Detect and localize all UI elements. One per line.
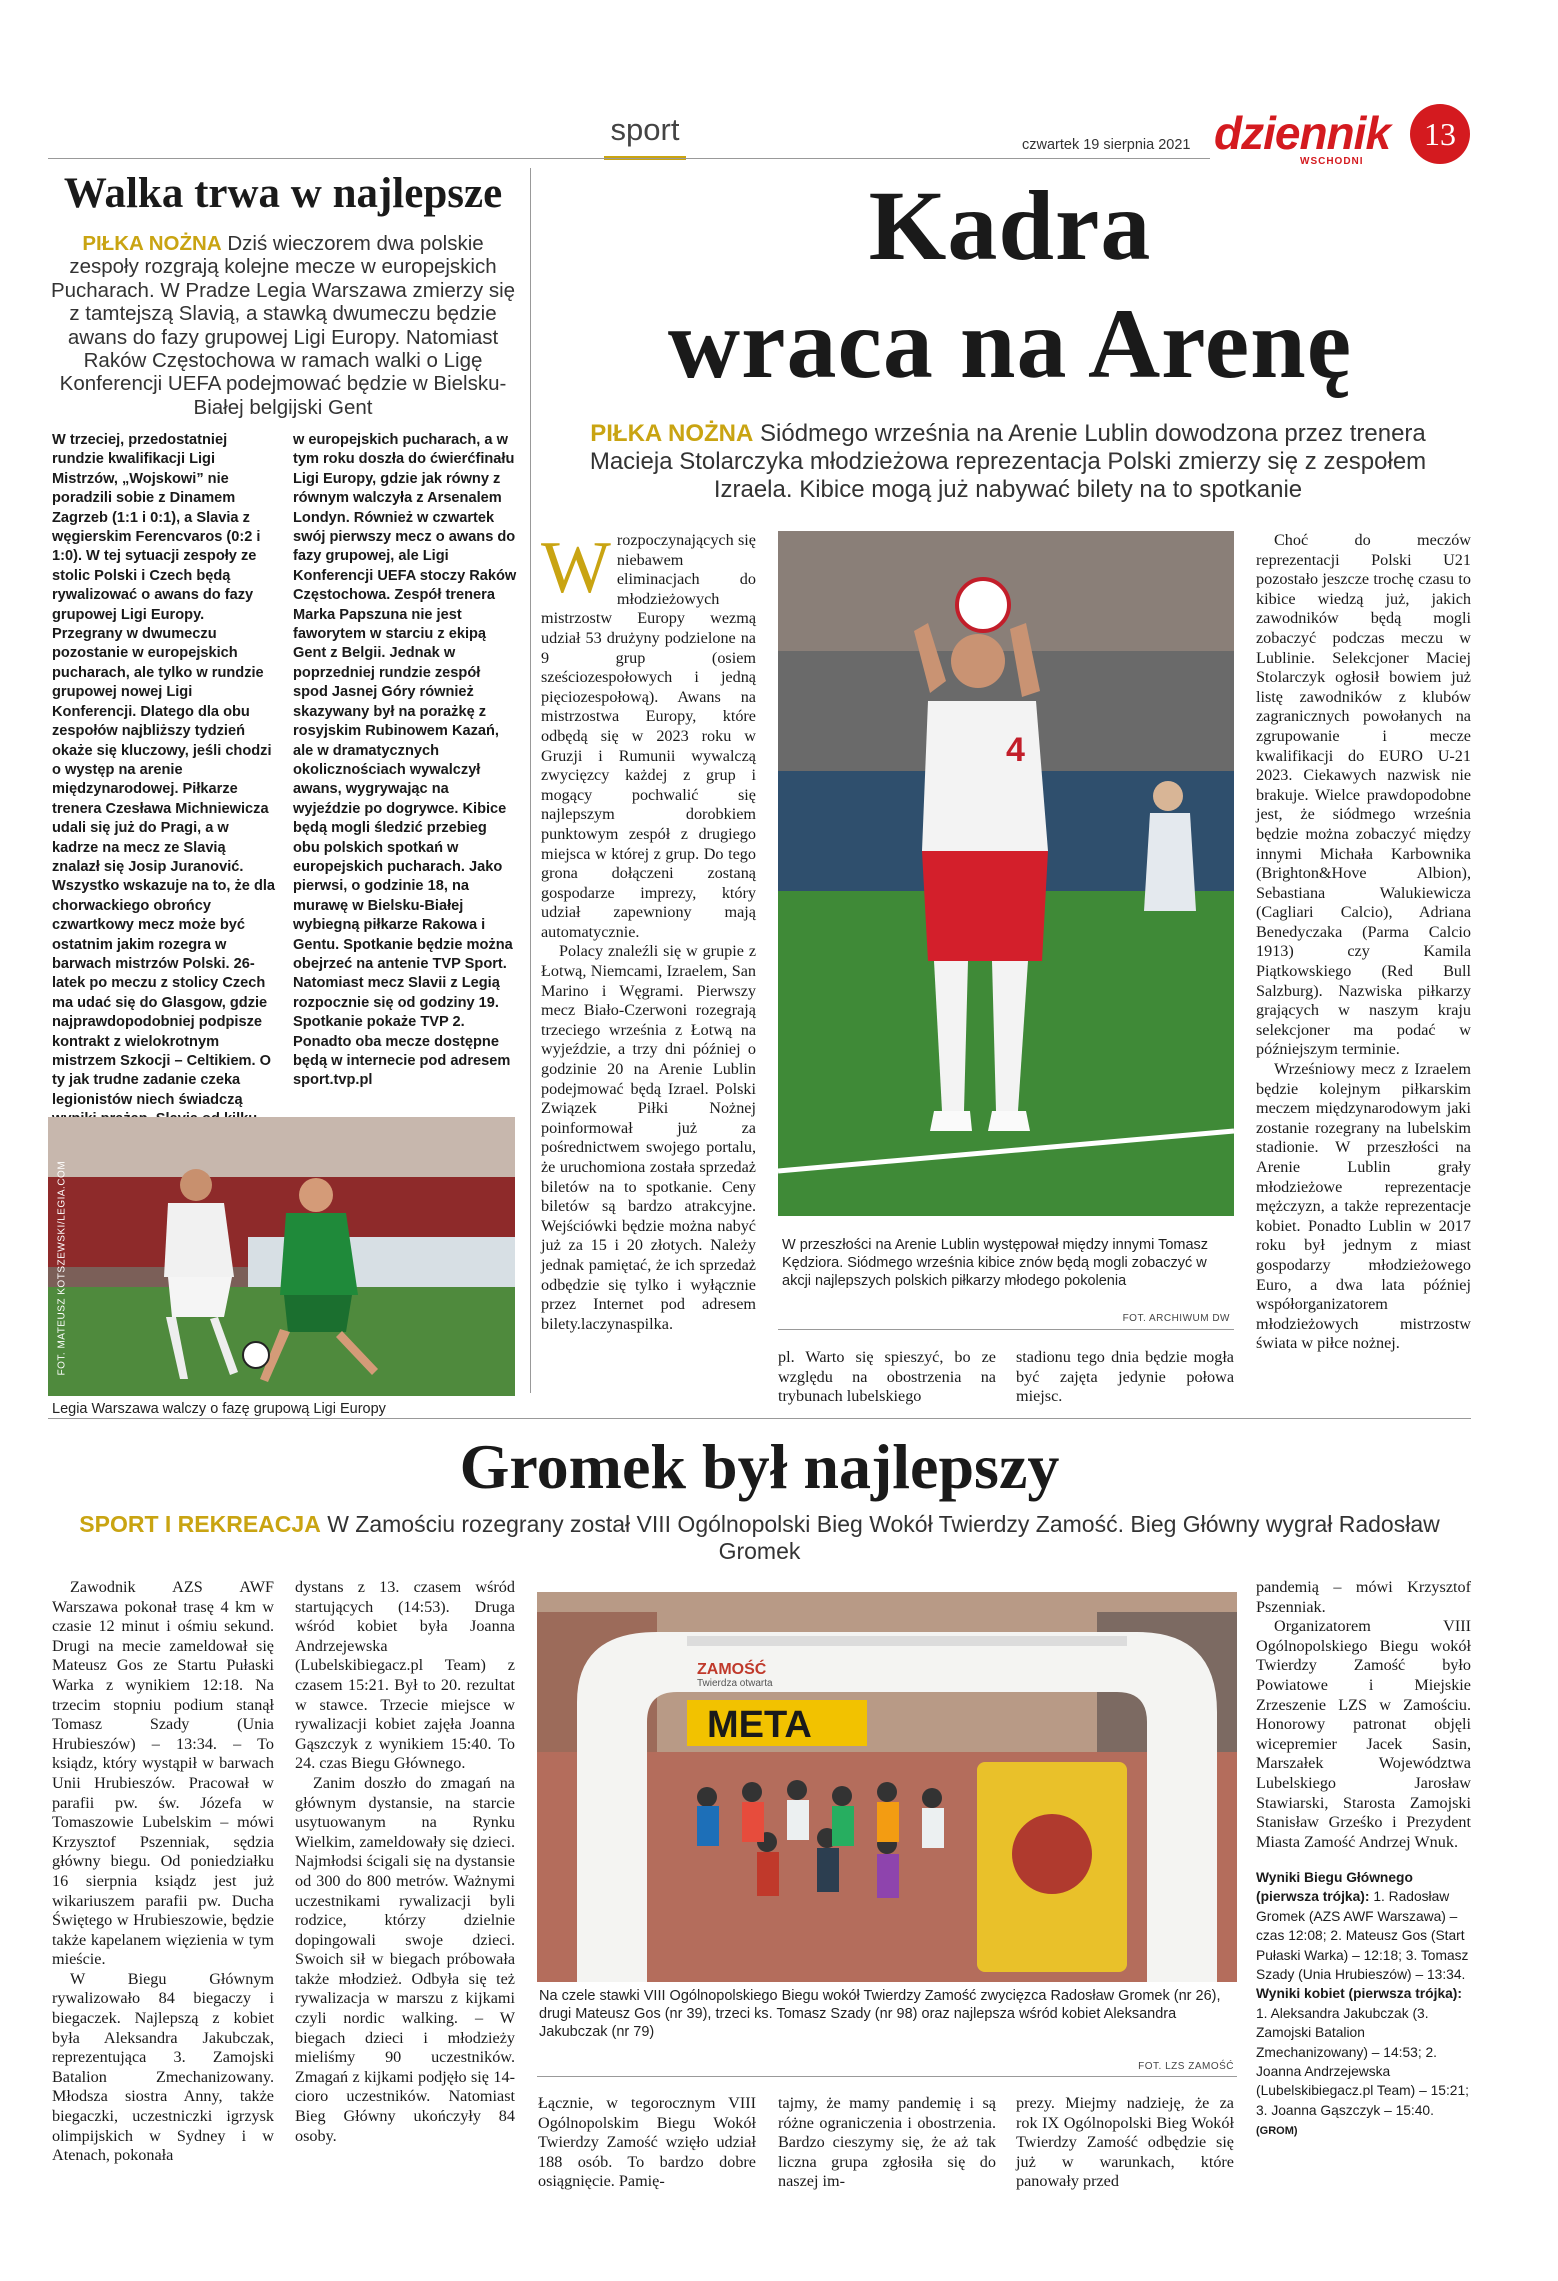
bottom-article-col1 <box>52 1578 274 2218</box>
page-number: 13 <box>1424 116 1456 152</box>
newspaper-logo <box>1214 108 1396 172</box>
run-arch-sign2: Twierdza otwarta <box>697 1678 773 1689</box>
results-body-women: 1. Aleksandra Jakubczak (3. Zamojski Batalion Zmechanizowany) – 14:53; 2. Joanna Andrzejewska (Lubelskibiegacz.pl Team) – 15:21; 3. Joanna Gąszczyk – 15:40. <box>1256 2005 1469 2118</box>
side-article-col1 <box>52 431 276 1111</box>
masthead-rule <box>48 158 1210 159</box>
bottom-article-col2 <box>295 1578 515 2218</box>
main-article-col1 <box>541 527 756 1411</box>
side-article-vertical-rule <box>530 168 531 1393</box>
legia-match-photo <box>48 1117 515 1396</box>
run-arch-sign1: ZAMOŚĆ <box>697 1661 767 1678</box>
logo-subtext: WSCHODNI <box>1300 156 1364 167</box>
main-article-col3-text: Choć do meczów reprezentacji Polski U21 pozostało jeszcze trochę czasu to kibice wiedzą już, jakich zawodników będą mogli zobaczyć podczas meczu w Lublinie. Selekcjoner Maciej Stolarczyk ogłosił bowiem już listę zawodników z klubów zagranicznych powołanych na zgrupowanie i mecze kwalifikacji do EURO U-21 2023. Ciekawych nazwisk nie brakuje. Wielce prawdopodobne jest, że siódmego września będzie można zobaczyć między innymi Michała Karbownika (Brighton&Hove Albion), Sebastiana Walukiewicza (Cagliari Calcio), Adriana Benedyczaka (Parma Calcio 1913) czy Kamila Piątkowskiego (Red Bull Salzburg). Nazwiska piłkarzy grających w naszym kraju selekcjoner ma podać w późniejszym terminie. <box>1256 531 1471 1059</box>
kedziora-caption-rule <box>778 1329 1234 1330</box>
bottom-article-title: Gromek był najlepszy <box>459 1431 1060 1502</box>
side-article-col2-text: w europejskich pucharach, a w tym roku doszła do ćwierćfinału Ligi Europy, gdzie jak równy z równym walczyła z Arsenalem Londyn. Również w czwartek swój pierwszy mecz o awans do fazy grupowej, ale Ligi Konferencji UEFA stoczy Raków Częstochowa. Zespół trenera Marka Papszuna nie jest faworytem w starciu z ekipą Gent z Belgii. Jednak w poprzedniej rundzie zespół spod Jasnej Góry również skazywany był na porażkę z rosyjskim Rubinowem Kazań, ale w dramatycznych okolicznościach wywalczył awans, wygrywając na wyjeździe po dogrywce. Kibice będą mogli śledzić przebieg obu polskich spotkań w europejskich pucharach. Jako pierwsi, o godzinie 18, na murawę w Bielsku-Białej wybiegną piłkarze Rakowa i Gentu. Spotkanie będzie można obejrzeć na antenie TVP Sport. Natomiast mecz Slavii z Legią rozpocznie się od godziny 19. Spotkanie pokaże TVP 2. Ponadto oba mecze dostępne będą w internecie pod adresem sport.tvp.pl <box>293 432 517 1089</box>
page-number-badge <box>1410 104 1470 164</box>
main-article-title-line1: Kadra <box>868 170 1152 281</box>
main-article-col3b-text: Wrześniowy mecz z Izraelem będzie kolejnym piłkarskim meczem międzynarodowym jaki zostanie rozegrany na lubelskim stadionie. W przeszłości na Arenie Lublin grały młodzieżowe reprezentacje mężczyzn, a także reprezentacje kobiet. Ponadto Lublin w 2017 roku był jednym z miast gospodarzy młodzieżowego Euro, a dwa lata później współorganizatorem młodzieżowych mistrzostw świata w piłce nożnej. <box>1256 1060 1471 1353</box>
side-article-title: Walka trwa w najlepsze <box>63 170 503 217</box>
results-head-main: Wyniki Biegu Głównego (pierwsza trójka): <box>1256 1870 1413 1905</box>
legia-photo-credit: FOT. MATEUSZ KOTSZEWSKI/LEGIA.COM <box>56 1160 68 1376</box>
main-article-kicker: PIŁKA NOŻNA <box>590 420 754 447</box>
bottom-article-col2b-text: Zanim doszło do zmagań na głównym dystansie, na starcie usytuowanym na Rynku Wielkim, zameldowały się dzieci. Najmłodsi ścigali się na dystansie od 300 do 800 metrów. Ważnymi uczestnikami rywalizacji byli rodzice, którzy dzielnie dopingowali swoje dzieci. Swoich sił w biegach próbowała także młodzież. Odbyła się też rywalizacja w marszu z kijkami czyli nordic walking. – W biegach dzieci i młodzieży mieliśmy 90 uczestników. Zmagań z kijkami podjęło się 14-cioro uczestników. Natomiast Bieg Główny ukończyły 84 osoby. <box>295 1773 515 2145</box>
bottom-article-under-b <box>778 2094 996 2192</box>
main-article-col1-text: rozpoczynających się niebawem eliminacjach do młodzieżowych mistrzostw Europy wezmą udział 53 drużyny podzielone na 9 grup (osiem sześciozespołowych i jedną pięciozespołową). Awans na mistrzostwa Europy, które odbędą się w 2023 roku w Gruzji i Rumunii wywalczą zwycięzcy każdej z grup i mogący pochwalić się najlepszym dorobkiem punktowym zespół z drugiego miejsca w której z grup. Do tego grona dołączeni zostaną gospodarze imprezy, który udział zapewniony mają automatycznie. <box>541 531 756 941</box>
bottom-article-col2-text: dystans z 13. czasem wśród startujących (14:53). Druga wśród kobiet była Joanna Andrzejewska (Lubelskibiegacz.pl Team) z czasem 15:21. Był to 20. rezultat w stawce. Trzecie miejsce w rywalizacji kobiet zajęła Joanna Gąszczyk z wynikiem 15:40. To 24. czas Biegu Głównego. <box>295 1578 515 1773</box>
bottom-article-lead-text: W Zamościu rozegrany został VIII Ogólnopolski Bieg Wokół Twierdzy Zamość. Bieg Główny wygrał Radosław Gromek <box>327 1511 1440 1564</box>
bottom-article-kicker: SPORT I REKREACJA <box>79 1511 321 1537</box>
run-caption-rule <box>537 2076 1237 2077</box>
kedziora-shirt-number: 4 <box>1006 731 1025 769</box>
issue-date: czwartek 19 sierpnia 2021 <box>1022 137 1191 153</box>
results-head-women: Wyniki kobiet (pierwsza trójka): <box>1256 1986 1462 2002</box>
legia-photo-art <box>48 1117 515 1396</box>
results-box <box>1256 1868 1471 2142</box>
side-article-col2 <box>293 431 517 1111</box>
main-article-title-line2: wraca na Arenę <box>667 288 1353 399</box>
bottom-article-under-c <box>1016 2094 1234 2192</box>
kedziora-photo-art <box>778 531 1234 1216</box>
main-article-lead <box>548 420 1468 504</box>
side-article-lead <box>48 232 518 419</box>
bottom-article-lead <box>58 1511 1461 1565</box>
main-article-dropcap: W <box>541 527 611 609</box>
results-body-main: 1. Radosław Gromek (AZS AWF Warszawa) – czas 12:08; 2. Mateusz Gos (Start Pułaski Warka) – 12:18; 3. Tomasz Szady (Unia Hrubieszów) – 13:34. <box>1256 1889 1469 1983</box>
bottom-article-under-c-text: prezy. Miejmy nadzieję, że za rok IX Ogólnopolski Bieg Wokół Twierdzy Zamość odbędzie się już w warunkach, które panowały przed <box>1016 2094 1234 2191</box>
results-women <box>1256 1984 1471 2141</box>
bottom-article-under-b-text: tajmy, że mamy pandemię i są różne ograniczenia i obostrzenia. Bardzo cieszymy się, że aż tak liczna grupa zgłosiła się do naszej im- <box>778 2094 996 2191</box>
legia-photo-caption: Legia Warszawa walczy o fazę grupową Ligi Europy <box>52 1401 386 1417</box>
main-article-col1b-text: Polacy znaleźli się w grupie z Łotwą, Niemcami, Izraelem, San Marino i Węgrami. Pierwszy mecz Biało-Czerwoni rozegrają trzeciego września z Łotwą na wyjeździe, a trzy dni później o godzinie 20 na Arenie Lublin podejmować będą Izrael. Polski Związek Piłki Nożnej poinformował już za pośrednictwem swojego portalu, że uruchomiona została sprzedaż biletów na to spotkanie. Ceny biletów są bardzo atrakcyjne. Wejściówki będzie można nabyć już za 15 i 20 złotych. Należy jednak pamiętać, że ich sprzedaż odbędzie się tylko i wyłącznie przez Internet pod adresem bilety.laczynaspilka. <box>541 942 756 1333</box>
run-photo-art <box>537 1592 1237 1982</box>
side-article-col1-text: W trzeciej, przedostatniej rundzie kwalifikacji Ligi Mistrzów, „Wojskowi” nie poradzili sobie z Dinamem Zagrzeb (1:1 i 0:1), a Slavia z węgierskim Ferencvaros (0:2 i 1:0). W tej sytuacji zespoły ze stolic Polski i Czech będą rywalizować o awans do fazy grupowej Ligi Europy. Przegrany w dwumeczu pozostanie w europejskich pucharach, ale tylko w rundzie grupowej nowej Ligi Konferencji. Dlatego dla obu zespołów najbliższy tydzień okaże się kluczowy, jeśli chodzi o występ na arenie międzynarodowej. Piłkarze trenera Czesława Michniewicza udali się już do Pragi, a w kadrze na mecz ze Slavią znalazł się Josip Juranović. Wszystko wskazuje na to, że dla chorwackiego obrońcy czwartkowy mecz może być ostatnim jakim rozegra w barwach mistrzów Polski. 26-latek po meczu z stolicy Czech ma udać się do Glasgow, gdzie najprawdopodobniej podpisze kontrakt z wielokrotnym mistrzem Szkocji – Celtikiem. O ty jak trudne zadanie czeka legionistów niech świadczą <box>52 432 276 1108</box>
main-article-lead-text: Siódmego września na Arenie Lublin dowodzona przez trenera Macieja Stolarczyka młodzieżowa reprezentacja Polski zmierzy się z zespołem Izraela. Kibice mogą już nabywać bilety na to spotkanie <box>589 420 1427 503</box>
author-signature: (GROM) <box>1256 2125 1298 2138</box>
kedziora-photo-caption: W przeszłości na Arenie Lublin występował między innymi Tomasz Kędziora. Siódmego września kibice znów będą mogli zobaczyć w akcji najlepszych polskich piłkarzy młodego pokolenia <box>782 1237 1209 1289</box>
kedziora-photo-credit: FOT. ARCHIWUM DW <box>1122 1313 1230 1324</box>
bottom-article-col4 <box>1256 1578 1471 1852</box>
main-article-under-photo-a-text: pl. Warto się spieszyć, bo ze względu na obostrzenia na trybunach lubelskiego <box>778 1348 996 1406</box>
run-photo-caption: Na czele stawki VIII Ogólnopolskiego Biegu wokół Twierdzy Zamość zwycięzca Radosław Gromek (nr 26), drugi Mateusz Gos (nr 39), trzeci ks. Tomasz Szady (nr 98) oraz najlepsza wśród kobiet Aleksandra Jakubczak (nr 79) <box>539 1988 1221 2040</box>
side-article-kicker: PIŁKA NOŻNA <box>82 232 222 255</box>
bottom-article-under-a <box>538 2094 756 2192</box>
results-women-and-main <box>1256 1868 1471 1984</box>
side-article-lead-text: Dziś wieczorem dwa polskie zespoły rozgrają kolejne mecze w europejskich Pucharach. W Pradze Legia Warszawa zmierzy się z tamtejszą Slavią, a stawką dwumeczu będzie awans do fazy grupowej Ligi Europy. Natomiast Raków Częstochowa w ramach walki o Ligę Konferencji UEFA podejmować będzie w Bielsku-Białej belgijski Gent <box>50 232 516 419</box>
main-article-under-photo-b-text: stadionu tego dnia będzie mogła być zajęta jedynie połowa miejsc. <box>1016 1348 1234 1406</box>
bottom-article-col1-text: Zawodnik AZS AWF Warszawa pokonał trasę 4 km w czasie 12 minut i ośmiu sekund. Drugi na mecie zameldował się Mateusz Gos ze Startu Pułaski Warka z wynikiem 12:18. Na trzecim stopniu podium stanął Tomasz Szady (Unia Hrubieszów) – 13:34. – To ksiądz, który wystąpił w barwach Unii Hrubieszów. Pracował w parafii pw. św. Józefa w Tomaszowie Lubelskim – mówi Krzysztof Pszenniak, sędzia główny biegu. Od poniedziałku 16 sierpnia ksiądz jest już wikariuszem parafii pw. Ducha Świętego w Hrubieszowie, będzie także kapelanem więzienia w tym mieście. <box>52 1578 274 1969</box>
bottom-article-col1b-text: W Biegu Głównym rywalizowało 84 biegaczy i biegaczek. Najlepszą z kobiet była Aleksandra Jakubczak, reprezentująca 3. Zamojski Batalion Zmechanizowany. Młodsza siostra Anny, także biegaczki, uczestniczki igrzysk olimpijskich w Sydney i w Atenach, pokonała <box>52 1969 274 2165</box>
bottom-article-col4-text: pandemią – mówi Krzysztof Pszenniak. <box>1256 1578 1471 1616</box>
main-article-col3 <box>1256 531 1471 1411</box>
section-divider <box>48 1418 1471 1419</box>
section-label: sport <box>610 112 680 147</box>
bottom-article-under-a-text: Łącznie, w tegorocznym VIII Ogólnopolskim Biegu Wokół Twierdzy Zamość wzięło udział 188 osób. To bardzo dobre osiągnięcie. Pamię- <box>538 2094 756 2191</box>
run-banner: META <box>707 1704 812 1746</box>
logo-text: dziennik <box>1214 107 1391 159</box>
run-photo-credit: FOT. LZS ZAMOŚĆ <box>1138 2061 1234 2072</box>
main-article-under-photo-b <box>1016 1348 1234 1407</box>
kedziora-photo <box>778 531 1234 1216</box>
run-photo <box>537 1592 1237 1982</box>
main-article-under-photo-a <box>778 1348 996 1407</box>
bottom-article-col4b-text: Organizatorem VIII Ogólnopolskiego Biegu wokół Twierdzy Zamość było Powiatowe i Miejskie Zrzeszenie LZS w Zamościu. Honorowy patronat objęli wicepremier Jacek Sasin, Marszałek Województwa Lubelskiego Jarosław Stawiarski, Starosta Zamojski Stanisław Grześko i Prezydent Miasta Zamość Andrzej Wnuk. <box>1256 1617 1471 1851</box>
